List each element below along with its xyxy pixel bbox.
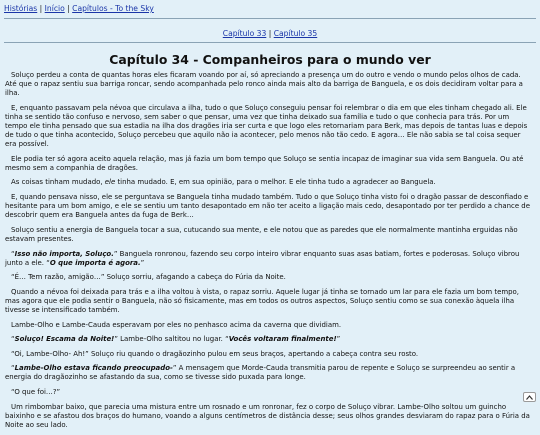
emphasized-speech: Lambe-Olho estava ficando preocupado- — [14, 364, 173, 373]
story-paragraph — [5, 364, 532, 382]
next-chapter-link[interactable]: Capítulo 35 — [273, 29, 318, 38]
story-paragraph — [5, 193, 532, 220]
story-paragraph — [5, 403, 532, 430]
title-divider — [4, 42, 536, 43]
text-run: E, quando pensava nisso, ele se perguntava se Banguela tinha mudado também. Tudo o que Soluço tinha visto foi o dragão passar de desconfiado e hesitante para um bom amigo, e ele se sentiu um tanto desapontado em não ter aceito a ligação mais cedo, desapontado por ter perdido a chance de descobrir quem era Banguela antes da fuga de Berk… — [5, 193, 530, 220]
chapter-navigation — [0, 29, 540, 38]
text-run: Ele podia ter só agora aceito aquela relação, mas já fazia um bom tempo que Soluço se sentia incapaz de imaginar sua vida sem Banguela. Ou até mesmo sem a companhia de dragões. — [5, 154, 524, 172]
story-paragraph — [5, 178, 532, 187]
previous-chapter-link[interactable]: Capítulo 33 — [222, 29, 267, 38]
chapter-title: Capítulo 34 - Companheiros para o mundo ver — [109, 52, 431, 67]
text-run: As coisas tinham mudado, — [11, 178, 105, 187]
text-run: tinha mudado. E, em sua opinião, para o melhor. E ele tinha tudo a agradecer ao Banguela. — [115, 178, 436, 187]
text-run: “É… Tem razão, amigão…” Soluço sorriu, afagando a cabeça do Fúria da Noite. — [11, 273, 286, 282]
story-paragraph — [5, 226, 532, 244]
text-run: Quando a névoa foi deixada para trás e a ilha voltou à vista, o rapaz sorriu. Aquele lugar já tinha se tornado um lar para ele fazia um bom tempo, mas agora que ele podia sentir o Banguela, não só fisicamente, mas em todos os outros aspectos, Soluço sentiu como se sua conexão àquela ilha tivesse se intensificado também. — [5, 287, 519, 314]
text-run: “ — [11, 249, 15, 258]
arrow-up-icon — [526, 395, 533, 400]
text-run: “O que foi…?” — [11, 388, 61, 397]
text-run: “ — [11, 364, 15, 373]
story-paragraph — [5, 71, 532, 98]
story-paragraph — [5, 288, 532, 315]
text-run: Lambe-Olho e Lambe-Cauda esperavam por eles no penhasco acima da caverna que dividiam. — [11, 320, 342, 329]
story-paragraph — [5, 250, 532, 268]
text-run: ” Banguela ronronou, fazendo seu corpo inteiro vibrar enquanto suas asas batiam, fortes e poderosas. Soluço vibrou junto a ele. “ — [5, 249, 520, 267]
story-paragraph — [5, 273, 532, 282]
nav-link-historias[interactable]: Histórias — [4, 4, 38, 13]
story-paragraph — [5, 388, 532, 397]
italic-text: ele — [104, 178, 116, 187]
nav-link-inicio[interactable]: Início — [44, 4, 65, 13]
text-run: ” — [140, 258, 145, 267]
story-paragraph — [5, 335, 532, 344]
story-paragraph — [5, 350, 532, 359]
chapter-nav-separator: | — [268, 29, 272, 38]
emphasized-speech: Vocês voltaram finalmente! — [228, 335, 337, 344]
nav-separator: | — [67, 4, 70, 13]
story-paragraph — [5, 104, 532, 149]
text-run: Soluço sentiu a energia de Banguela tocar a sua, cutucando sua mente, e ele notou que as paredes que ele normalmente mantinha erguidas não estavam presentes. — [5, 225, 518, 243]
text-run: E, enquanto passavam pela névoa que circulava a ilha, tudo o que Soluço conseguiu pensar foi relembrar o dia em que eles tinham chegado ali. Ele tinha se sentido tão confuso e nervoso, sem saber o que pensar, uma vez que tinha deixado sua família e tudo o que conhecia para trás. Por um tempo ele tinha pensado que sua estadia na ilha dos dragões iria ser curta e que logo eles retornariam para Berk, mas depois de tantas luas e depois de tudo o que tinha acontecido, Soluço percebeu que aquilo não ia acontecer, pelo menos não tão cedo. E agora… Ele não sabia se tal coisa sequer era possível. — [5, 103, 528, 149]
scroll-to-top-button[interactable] — [523, 392, 536, 402]
nav-separator: | — [39, 4, 43, 13]
text-run: ” — [336, 335, 341, 344]
emphasized-speech: Isso não importa, Soluço. — [14, 249, 114, 258]
text-run: Soluço perdeu a conta de quantas horas eles ficaram voando por aí, só apreciando a presença um do outro e vendo o mundo pelos olhos de cada. Até que o rapaz sentiu sua barriga roncar, sendo acompanhada pelo ronco ainda mais alto da barriga de Banguela, e os dois decidiram voltar para a ilha. — [5, 71, 523, 98]
emphasized-speech: Soluço! Escama da Noite! — [14, 335, 115, 344]
text-run: “Oi, Lambe-Olho- Ah!” Soluço riu quando o dragãozinho pulou em seus braços, apertando a cabeça contra seu rosto. — [11, 349, 419, 358]
emphasized-speech: O que importa é agora. — [49, 258, 141, 267]
story-paragraph — [5, 155, 532, 173]
chapter-text — [5, 71, 532, 435]
story-paragraph — [5, 321, 532, 330]
top-divider — [4, 18, 536, 19]
text-run: ” A mensagem que Morde-Cauda transmitia parou de repente e Soluço se surpreendeu ao sentir a energia do dragãozinho se afastando da sua, como se tivesse sido puxada para longe. — [5, 364, 516, 382]
nav-link-chapters[interactable]: Capítulos - To the Sky — [72, 4, 154, 13]
text-run: “ — [11, 335, 15, 344]
top-navigation — [4, 4, 154, 13]
text-run: ” Lambe-Olho saltitou no lugar. “ — [114, 335, 229, 344]
text-run: Um rimbombar baixo, que parecia uma mistura entre um rosnado e um ronronar, fez o corpo de Soluço vibrar. Lambe-Olho soltou um guincho baixinho e se afastou dos braços do humano, voando a alguns centímetros de distância desse; seus olhos grandes desviaram do rapaz para o Fúria da Noite ao seu lado. — [5, 402, 530, 429]
